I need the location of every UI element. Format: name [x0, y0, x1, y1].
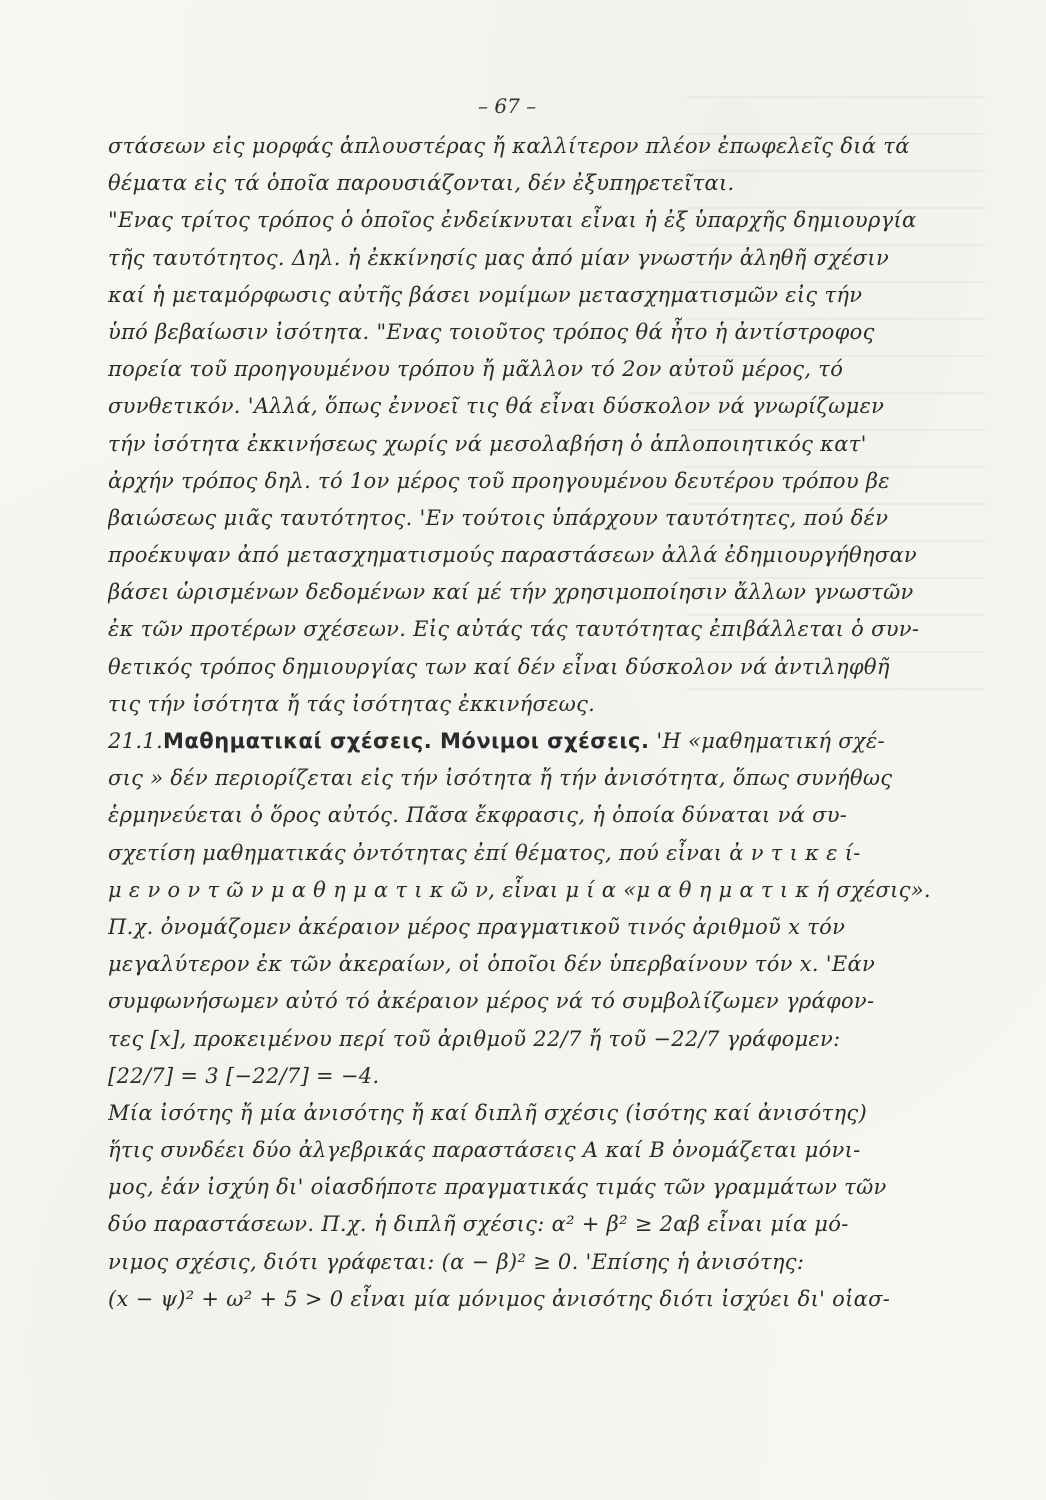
- page-number: – 67 –: [478, 94, 537, 118]
- text-line: σις » δέν περιορίζεται εἰς τήν ἰσότητα ἤ τήν ἀνισότητα, ὅπως συνήθως: [108, 766, 893, 791]
- text-line: καί ἡ μεταμόρφωσις αὐτῆς βάσει νομίμων μετασχηματισμῶν εἰς τήν: [108, 282, 863, 307]
- text-line: μ ε ν ο ν τ ῶ ν μ α θ η μ α τ ι κ ῶ ν, εἶναι μ ί α «μ α θ η μ α τ ι κ ή σχέσις».: [108, 877, 931, 902]
- section-heading-continuation: 'Η «μαθηματική σχέ-: [656, 729, 885, 753]
- text-line: δύο παραστάσεων. Π.χ. ἡ διπλῆ σχέσις: α² + β² ≥ 2αβ εἶναι μία μό-: [108, 1212, 849, 1237]
- text-line: νιμος σχέσις, διότι γράφεται: (α − β)² ≥ 0. 'Επίσης ἡ ἀνισότης:: [108, 1249, 805, 1274]
- text-line: πορεία τοῦ προηγουμένου τρόπου ἤ μᾶλλον τό 2ον αὐτοῦ μέρος, τό: [108, 357, 844, 382]
- text-line: ἀρχήν τρόπος δηλ. τό 1ον μέρος τοῦ προηγουμένου δευτέρου τρόπου βε: [108, 468, 890, 493]
- text-line: (x − ψ)² + ω² + 5 > 0 εἶναι μία μόνιμος ἀνισότης διότι ἰσχύει δι' οἱασ-: [108, 1286, 891, 1311]
- text-line: τες [x], προκειμένου περί τοῦ ἀριθμοῦ 22/7 ἤ τοῦ −22/7 γράφομεν:: [108, 1026, 841, 1051]
- text-line: Μία ἰσότης ἤ μία ἀνισότης ἤ καί διπλῆ σχέσις (ἰσότης καί ἀνισότης): [108, 1100, 867, 1125]
- section-title: Μαθηματικαί σχέσεις. Μόνιμοι σχέσεις.: [162, 729, 650, 753]
- text-line: προέκυψαν ἀπό μετασχηματισμούς παραστάσεων ἀλλά ἐδημιουργήθησαν: [108, 543, 917, 568]
- text-line: ἥτις συνδέει δύο ἀλγεβρικάς παραστάσεις Α καί Β ὀνομάζεται μόνι-: [108, 1138, 861, 1163]
- text-line: βαιώσεως μιᾶς ταυτότητος. 'Εν τούτοις ὑπάρχουν ταυτότητες, πού δέν: [108, 505, 889, 530]
- text-line: συνθετικόν. 'Αλλά, ὅπως ἐννοεῖ τις θά εἶναι δύσκολον νά γνωρίζωμεν: [108, 394, 885, 419]
- text-line: βάσει ὡρισμένων δεδομένων καί μέ τήν χρησιμοποίησιν ἄλλων γνωστῶν: [108, 580, 914, 605]
- text-line: [22/7] = 3 [−22/7] = −4.: [108, 1063, 380, 1088]
- text-line: τις τήν ἰσότητα ἤ τάς ἰσότητας ἐκκινήσεως.: [108, 691, 596, 716]
- text-line: σχετίση μαθηματικάς ὀντότητας ἐπί θέματος, πού εἶναι ἀ ν τ ι κ ε ί-: [108, 840, 861, 865]
- text-line: ἑρμηνεύεται ὁ ὅρος αὐτός. Πᾶσα ἔκφρασις, ἡ ὁποία δύναται νά συ-: [108, 803, 848, 828]
- text-line: τῆς ταυτότητος. Δηλ. ἡ ἐκκίνησίς μας ἀπό μίαν γνωστήν ἀληθῆ σχέσιν: [108, 245, 890, 270]
- text-line: θετικός τρόπος δημιουργίας των καί δέν εἶναι δύσκολον νά ἀντιληφθῆ: [108, 654, 890, 679]
- text-line: μεγαλύτερον ἐκ τῶν ἀκεραίων, οἱ ὁποῖοι δέν ὑπερβαίνουν τόν x. 'Εάν: [108, 952, 876, 977]
- text-line: τήν ἰσότητα ἐκκινήσεως χωρίς νά μεσολαβήση ὁ ἁπλοποιητικός κατ': [108, 431, 867, 456]
- text-line: θέματα εἰς τά ὁποῖα παρουσιάζονται, δέν ἐξυπηρετεῖται.: [108, 171, 735, 196]
- text-line: στάσεων εἰς μορφάς ἁπλουστέρας ἤ καλλίτερον πλέον ἐπωφελεῖς διά τά: [108, 134, 910, 158]
- body-text: [108, 128, 948, 1318]
- text-line: μος, ἐάν ἰσχύη δι' οἱασδήποτε πραγματικάς τιμάς τῶν γραμμάτων τῶν: [108, 1175, 887, 1200]
- section-number: 21.1.: [108, 729, 163, 753]
- text-line: ὑπό βεβαίωσιν ἰσότητα. "Ενας τοιοῦτος τρόπος θά ἦτο ἡ ἀντίστροφος: [108, 319, 875, 344]
- text-line: "Ενας τρίτος τρόπος ὁ ὁποῖος ἐνδείκνυται εἶναι ἡ ἐξ ὑπαρχῆς δημιουργία: [108, 208, 917, 233]
- text-line: ἐκ τῶν προτέρων σχέσεων. Εἰς αὐτάς τάς ταυτότητας ἐπιβάλλεται ὁ συν-: [108, 617, 920, 642]
- text-line: Π.χ. ὀνομάζομεν ἀκέραιον μέρος πραγματικοῦ τινός ἀριθμοῦ x τόν: [108, 914, 846, 939]
- text-line: συμφωνήσωμεν αὐτό τό ἀκέραιον μέρος νά τό συμβολίζωμεν γράφον-: [108, 989, 875, 1014]
- section-heading-line: [108, 723, 948, 760]
